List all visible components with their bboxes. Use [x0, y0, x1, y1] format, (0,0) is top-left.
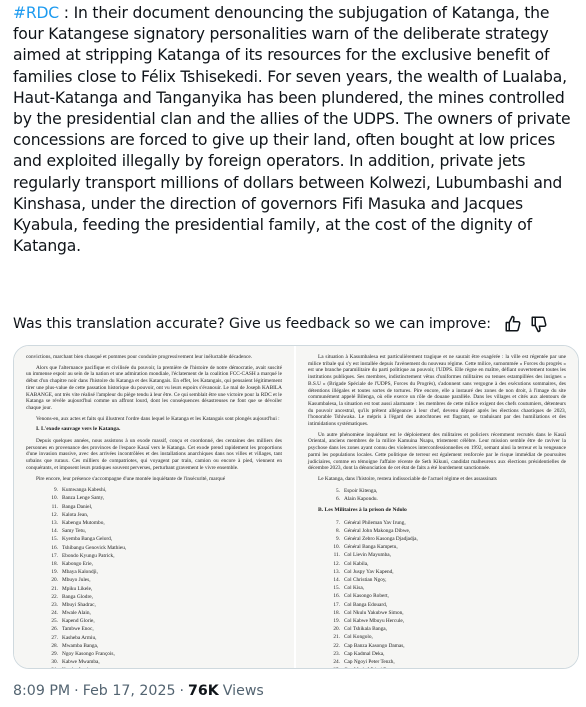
doc-paragraph: Depuis quelques années, nous assistons à un exode massif, conçu et coordonné, des centaines des milliers des personnes en provenance des provinces de l'espace Kasaï vers le Katanga. Cet exode prend rapidement les proportions d'une invasion massive, avec des arrivées incontrôlées et des installations anarchiques dans nos villes et villages, tant urbains que ruraux. Ces milliers de compatriotes, qui voyagent par train, camion ou encore à pied, viennent en conquérants, et imposent leurs pratiques souvent perverses, perturbant gravement le vivre ensemble. — [26, 438, 282, 471]
doc-list-number: 22. — [51, 593, 58, 600]
doc-list-number: 19. — [333, 617, 340, 624]
doc-list-number: 5. — [336, 487, 340, 494]
doc-list-number: 14. — [51, 528, 58, 535]
doc-list-item — [44, 609, 282, 617]
doc-list-item — [44, 544, 282, 552]
tweet-text — [13, 3, 579, 257]
doc-list-name: Col Kisa, — [344, 585, 365, 592]
doc-list-number: 13. — [333, 568, 340, 575]
doc-list-name: Mbuyi Shadrac, — [62, 601, 96, 608]
doc-list-name: Kyemba Banga Gelord, — [62, 536, 113, 543]
doc-list-item — [326, 487, 566, 495]
doc-list-item — [326, 650, 566, 658]
doc-list-number: 24. — [51, 610, 58, 617]
doc-list-name: Kabongo Erie, — [62, 560, 93, 567]
doc-list-name: Mpiku Likele, — [62, 585, 93, 592]
doc-list-name: Général Banga Kampetu, — [344, 544, 398, 551]
doc-list-number: 21. — [51, 585, 58, 592]
doc-list-number: 18. — [333, 609, 340, 616]
doc-list-number: 12. — [51, 511, 58, 518]
doc-list-item — [44, 593, 282, 601]
doc-list-number: 28. — [51, 642, 58, 649]
doc-list-name: Col Kabila, — [344, 560, 369, 567]
doc-list-number: 17. — [333, 601, 340, 608]
doc-list-item — [44, 552, 282, 560]
doc-list-item — [44, 486, 282, 494]
doc-list-name: Banga Daniel, — [62, 503, 93, 510]
doc-list-item — [44, 576, 282, 584]
doc-list-name: Ngoy Kasongo François, — [62, 651, 115, 657]
doc-paragraph: convictions, marchant bien chasqué et pommes pour conduire progressivement leur inéluctable décadence. — [26, 354, 253, 360]
doc-list-item — [326, 551, 566, 559]
doc-list-name: Col Lievin Mayumba, — [344, 552, 391, 559]
doc-list-item — [44, 519, 282, 527]
doc-list-item — [44, 560, 282, 568]
doc-list-item — [326, 617, 566, 625]
doc-list-item — [44, 617, 282, 625]
doc-list-name: Banza Lenge Samy, — [62, 495, 105, 502]
translation-feedback — [13, 313, 579, 335]
document-page-left — [14, 346, 296, 668]
doc-list-item — [44, 503, 282, 511]
doc-list-name: Col Kabwe Mbuyu Hercule, — [344, 617, 405, 624]
doc-list-item — [326, 633, 566, 641]
doc-list-number: 26. — [51, 626, 58, 633]
doc-list-item — [326, 568, 566, 576]
doc-list-number: 15. — [51, 536, 58, 543]
document-image[interactable] — [13, 345, 579, 669]
doc-list-item — [44, 650, 282, 658]
doc-list-number: 29. — [51, 651, 58, 657]
doc-list-item — [326, 609, 566, 617]
doc-list-number: 9. — [336, 536, 340, 543]
doc-list-item — [326, 543, 566, 551]
doc-list-name: Col Tshikala Banga, — [344, 626, 387, 633]
doc-list-number: 7. — [336, 519, 340, 526]
doc-list-name: Cap Kadmal Deka, — [344, 650, 385, 657]
doc-list-item — [44, 535, 282, 543]
doc-paragraph: Le Katanga, dans l'histoire, restera indissociable de l'actuel régime et des assassinats — [318, 475, 497, 482]
doc-list-name: Tshibangu Genovick Mathieu, — [62, 544, 127, 551]
doc-list-item — [44, 625, 282, 633]
thumbs-up-icon[interactable] — [503, 314, 523, 334]
doc-list-name: Mwale Alain, — [62, 610, 91, 617]
doc-list-name: Kalota Jean, — [62, 511, 89, 518]
doc-list-number: 20. — [51, 577, 58, 584]
doc-list-number: 8. — [336, 527, 340, 534]
doc-list-name: Espoir Kitenga, — [344, 487, 378, 494]
doc-list-number: 16. — [51, 544, 58, 551]
doc-list-name: Col Kasongo Robert, — [344, 593, 389, 600]
separator: · — [179, 683, 185, 699]
doc-list-number: 23. — [333, 650, 340, 657]
doc-list-number — [44, 666, 58, 668]
tweet-body: : In their document denouncing the subjugation of Katanga, the four Katangese signatory personalities warn of the deliberate strategy aimed at stripping Katanga of its resources for the exclusive benefit of families close to Félix Tshisekedi. For seven years, the wealth of Lualaba, Haut-Katanga and Tanganyika has been plundered, the mines controlled by the presidential clan and the allies of the UDPS. The owners of private concessions are forced to give up their land, often bought at low prices and exploited illegally by foreign operators. In addition, private jets regularly transport millions of dollars between Kolwezi, Lubumbashi and Kinshasa, under the direction of governors Fifi Masuka and Jacques Kyabula, feeding the presidential family, at the cost of the dignity of Katanga. — [13, 4, 571, 256]
doc-list-name: Général John Makonga Dibwe, — [344, 527, 411, 534]
doc-list-name: Mbaya Kalondji, — [62, 569, 98, 576]
doc-list-name: Banga Glodre, — [62, 593, 93, 600]
doc-paragraph: Venons-en, aux actes et faits qui illustrent l'ordre dans lequel le Katanga et les Katangais sont plongés aujourd'hui : — [36, 415, 280, 422]
doc-list-number: 21. — [333, 634, 340, 641]
doc-list-item — [326, 601, 566, 609]
doc-list-item — [44, 511, 282, 519]
doc-list-item — [326, 519, 566, 527]
doc-list-item — [326, 495, 566, 503]
doc-list-name: Kapend Glorie, — [62, 618, 95, 625]
doc-list-name: Mwamba Banga, — [62, 642, 99, 649]
doc-list-item — [44, 494, 282, 502]
doc-paragraph: Pire encore, leur présence s'accompagne d'une montée inquiétante de l'insécurité, marqué — [36, 475, 226, 482]
views-label: Views — [222, 683, 264, 699]
doc-list-number: 12. — [333, 560, 340, 567]
doc-list-number: 22. — [333, 642, 340, 649]
doc-list-name: Kabengu Mutombo, — [62, 520, 105, 526]
doc-list-item — [326, 576, 566, 584]
doc-list-name: Tambwe Enoc, — [62, 626, 94, 633]
doc-paragraph: Alors que l'alternance pacifique et civilisée du pouvoir, la première de l'histoire de notre démocratie, avait suscité un immense espoir au sein de la nation et une admiration mondiale, l'éclatement de la coalition FCC-CASH a marqué le début d'un chapitre noir dans l'histoire du Katanga et des Katangais. En effet, les Katangais, qui pensaient légitimement tirer une plus-value de cette passation historique du pouvoir, ont vu leurs espoirs s'évanouir. Le mal de Joseph KABILA KABANGE, ont très vite réalisé l'ampleur du piège tendu à leur être. Ce qui semblait être une victoire pour la RDC et le Katanga se révèle aujourd'hui comme un affront lourd, dont les conséquences désastreuses ne font que se dévoiler chaque jour. — [26, 364, 282, 411]
doc-list-item — [44, 585, 282, 593]
doc-list-number: 23. — [51, 601, 58, 608]
doc-list-name: Mbuyo Jules, — [62, 577, 91, 584]
doc-list-number: 11. — [51, 503, 58, 510]
tweet-date[interactable]: Feb 17, 2025 — [82, 683, 176, 699]
document-page-right — [296, 346, 578, 668]
doc-list-number: 25. — [51, 618, 58, 625]
doc-list-number: 24. — [333, 658, 340, 665]
views-count: 76K — [188, 683, 219, 699]
doc-list-name: Col Kongolo, — [344, 634, 373, 641]
doc-list-name — [62, 667, 92, 668]
doc-list-name: Kumwanga Kabeshi, — [62, 487, 107, 494]
doc-list-name: Col Christian Ngoy, — [344, 577, 387, 584]
doc-list-number: 20. — [333, 626, 340, 633]
doc-paragraph: La situation à Kasumbalesa est particulièrement tragique et ne saurait être exagérée : la ville est régentée par une milice tribale qui s'y est installée depuis l'avènement du nouveau régime. Cette milice, surnommée « Forces du progrès » est une branche paramilitaire du parti politique au pouvoir, l'UDPS. Elle règne en maître, défiant ouvertement toutes les institutions publiques. Ses membres, indistinctement vêtus d'uniformes militaires ou tenues estampillées des insignes « B.S.U » (Brigade Spéciale de l'UDPS, Forces du Progrès), s'adonnent sans vergogne à des exécutions sommaires, des détentions illégales et toutes sortes de tortures. Pire encore, elle a instauré des zones de non droit, à l'image du site communément appelé Bilenga, où elle exerce un rôle de douane parallèle. Dans les villages et cités aux alentours de Kasumbalesa, la situation est tout aussi alarmante : les membres de cette milice exigent des chefs coutumiers, détenteurs du pouvoir ancestral, qu'ils prêtent allégeance à leur chef, devenu député après les élections chaotiques de 2023, l'honorable Tshiwaka. Le mépris à l'égard des autochtones est flagrant, se traduisant par des humiliations et des intimidations systématiques. — [308, 354, 566, 428]
doc-list-number: 10. — [333, 544, 340, 551]
doc-list-name: Général Phileman Yav Irung, — [344, 519, 406, 526]
doc-list-number: 10. — [51, 495, 58, 502]
doc-name-list — [326, 487, 566, 503]
doc-list-number: 13. — [51, 520, 58, 526]
doc-list-item — [44, 568, 282, 576]
doc-list-number: 17. — [51, 552, 58, 559]
translation-prompt: Was this translation accurate? Give us feedback so we can improve: — [13, 316, 491, 332]
doc-list-number: 30. — [51, 659, 58, 666]
doc-list-number: 11. — [333, 552, 340, 559]
doc-list-number: 27. — [51, 634, 58, 641]
doc-list-item — [326, 658, 566, 666]
doc-list-number — [326, 666, 340, 668]
doc-paragraph: Un autre phénomène inquiétant est le déploiement des militaires et policiers récemment recrutés dans le Kasaï Oriental, anciens membres de la milice Kamuina Nsapu, tristement célèbre. Leur mission semble être de raviver la psychose dans les zones ayant connu des violences interconfessionnelles en 1992, semant ainsi la terreur et la vengeance parmi les populations locales. Cette politique de terreur est également renforcée par le risque immédiat de poursuites judiciaires, comme en témoigne l'affaire récente de Seth Kikuni, candidat malheureux aux élections présidentielles de décembre 2023, dont la dénonciation de cet état de faits a été lourdement sanctionnée. — [308, 431, 566, 472]
doc-list-number: 16. — [333, 593, 340, 600]
doc-list-item — [326, 642, 566, 650]
doc-list-name: Général Zebro Kasonga Djadjadja, — [344, 536, 418, 543]
doc-list-name: Col Juspy Yav Kapend, — [344, 568, 394, 575]
doc-list-item — [44, 642, 282, 650]
doc-list-number: 9. — [54, 487, 58, 494]
doc-list-name: Ebondo Kyungu Patrick, — [62, 552, 115, 559]
doc-name-list — [44, 486, 282, 668]
doc-list-number: 18. — [51, 560, 58, 567]
doc-list-item — [326, 592, 566, 600]
doc-list-item — [326, 527, 566, 535]
doc-list-item — [44, 634, 282, 642]
doc-list-name: Kabwe Mwamba, — [62, 659, 100, 666]
tweet-meta — [13, 681, 264, 701]
doc-list-name: Col Banga Edouard, — [344, 601, 388, 608]
doc-list-name: Col Nkulu Yakubwe Simon, — [344, 609, 404, 616]
doc-list-number: 19. — [51, 569, 58, 576]
doc-list-name: Alain Kapondu. — [344, 495, 378, 502]
doc-list-name: Kasheba Armiu, — [62, 634, 97, 641]
doc-list-name: Samy Tetu, — [62, 528, 86, 535]
doc-list-name: Cap Ngoyi Peter Tenzh, — [344, 658, 395, 665]
doc-list-item — [326, 584, 566, 592]
doc-list-name: Cap Banza Kasongo Damas, — [344, 642, 405, 649]
doc-list-number: 15. — [333, 585, 340, 592]
doc-list-item — [326, 560, 566, 568]
doc-list-item — [44, 666, 282, 668]
tweet-time[interactable]: 8:09 PM — [13, 683, 71, 699]
doc-list-item — [326, 625, 566, 633]
doc-heading: B. Les Militaires à la prison de Ndolo — [318, 507, 407, 514]
doc-list-name — [344, 667, 397, 668]
doc-name-list — [326, 519, 566, 668]
hashtag-link[interactable]: #RDC — [13, 4, 59, 22]
thumbs-down-icon[interactable] — [529, 314, 549, 334]
doc-list-item — [326, 535, 566, 543]
doc-list-number: 6. — [336, 495, 340, 502]
doc-list-item — [44, 658, 282, 666]
doc-heading: I. L'exode sauvage vers le Katanga. — [36, 426, 121, 433]
doc-list-item — [326, 666, 566, 668]
doc-list-number: 14. — [333, 577, 340, 584]
doc-list-item — [44, 601, 282, 609]
doc-list-item — [44, 527, 282, 535]
separator: · — [74, 683, 79, 699]
